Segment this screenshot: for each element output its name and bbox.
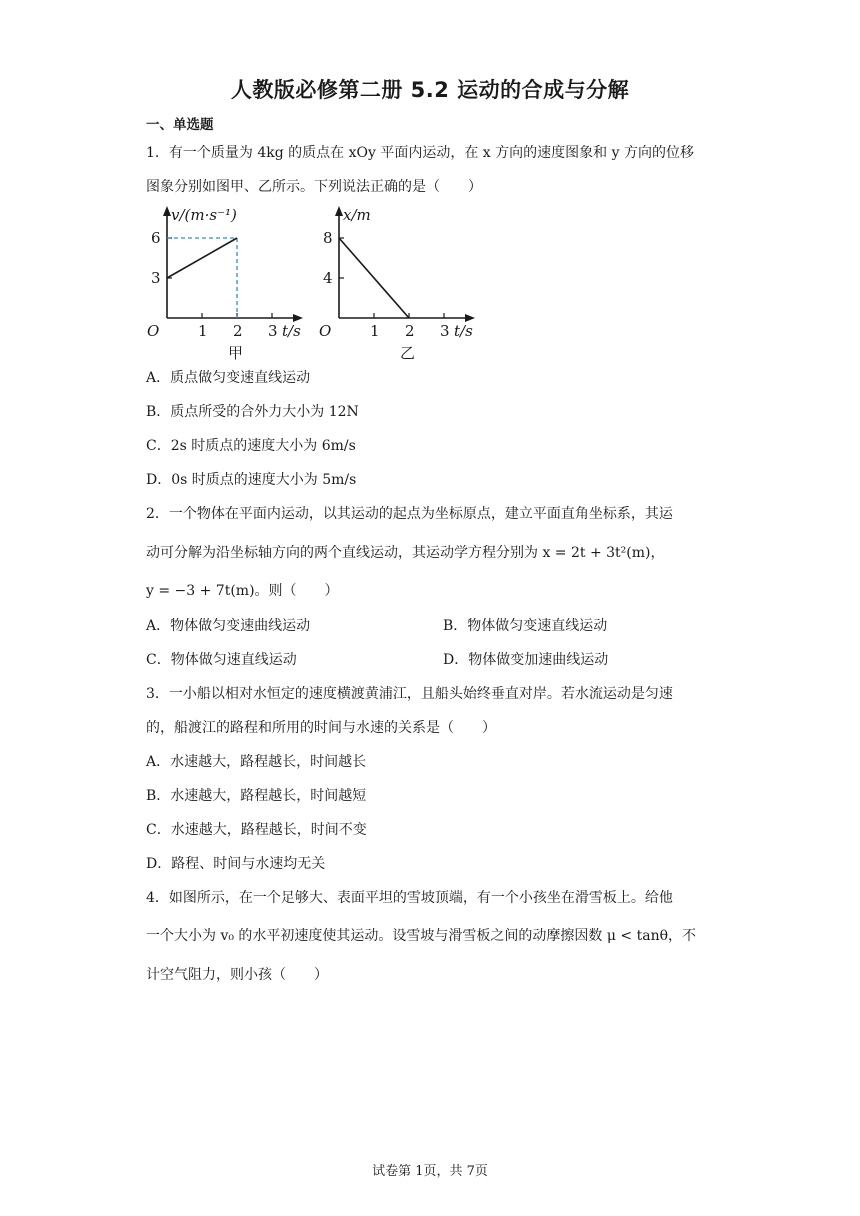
figure-jia-chart <box>140 200 310 360</box>
q4-stem-line1: 4．如图所示，在一个足够大、表面平坦的雪坡顶端，有一个小孩坐在滑雪板上。给他 <box>146 890 673 906</box>
page-title: 人教版必修第二册 5.2 运动的合成与分解 <box>230 78 630 102</box>
figure-yi-y-tick-label-8: 8 <box>323 229 333 247</box>
figure-jia-origin-label: O <box>147 322 160 340</box>
q3-stem-line2: 的，船渡江的路程和所用的时间与水速的关系是（ ） <box>146 720 496 736</box>
figure-jia-y-axis-arrow <box>163 206 171 216</box>
q1-option-a: A．质点做匀变速直线运动 <box>146 370 311 386</box>
figure-jia-x-tick-label-1: 1 <box>198 322 208 340</box>
q3-option-d: D．路程、时间与水速均无关 <box>146 856 326 872</box>
q4-stem-line3: 计空气阻力，则小孩（ ） <box>146 967 328 983</box>
q2-option-a: A．物体做匀变速曲线运动 <box>146 618 311 634</box>
q1-option-b: B．质点所受的合外力大小为 12N <box>146 404 359 420</box>
figure-yi-origin-label: O <box>319 322 332 340</box>
q2-option-b: B．物体做匀变速直线运动 <box>443 618 608 634</box>
q3-option-a: A．水速越大，路程越长，时间越长 <box>146 754 367 770</box>
figure-yi-x-axis-label: t/s <box>454 322 473 340</box>
page-footer: 试卷第 1页，共 7页 <box>372 1164 488 1179</box>
q2-option-d: D．物体做变加速曲线运动 <box>443 652 609 668</box>
q4-stem-line2: 一个大小为 v₀ 的水平初速度使其运动。设雪坡与滑雪板之间的动摩擦因数 μ < tanθ，不 <box>146 928 697 944</box>
figure-jia-caption: 甲 <box>228 344 244 360</box>
section-heading: 一、单选题 <box>146 117 214 133</box>
q2-stem-line3: y = −3 + 7t(m)。则（ ） <box>146 583 339 599</box>
figure-jia-x-tick-label-3: 3 <box>268 322 278 340</box>
figure-yi-chart <box>312 200 487 360</box>
figure-jia-y-tick-label-3: 3 <box>151 269 161 287</box>
q2-stem-line1: 2．一个物体在平面内运动，以其运动的起点为坐标原点，建立平面直角坐标系，其运 <box>146 506 673 522</box>
q1-option-c: C．2s 时质点的速度大小为 6m/s <box>146 438 356 454</box>
figure-yi-y-axis-label: x/m <box>343 206 371 224</box>
figure-jia-x-tick-label-2: 2 <box>233 322 243 340</box>
figure-yi-series-line <box>339 238 409 318</box>
figure-yi-x-tick-label-3: 3 <box>440 322 450 340</box>
figure-jia-x-axis-arrow <box>293 314 303 322</box>
figure-yi-x-axis-arrow <box>465 314 475 322</box>
q3-stem-line1: 3．一小船以相对水恒定的速度横渡黄浦江，且船头始终垂直对岸。若水流运动是匀速 <box>146 686 673 702</box>
figure-yi-y-axis-arrow <box>335 206 343 216</box>
q1-option-d: D．0s 时质点的速度大小为 5m/s <box>146 472 357 488</box>
figure-yi-y-tick-label-4: 4 <box>323 269 333 287</box>
q2-option-c: C．物体做匀速直线运动 <box>146 652 297 668</box>
q1-stem-line2: 图象分别如图甲、乙所示。下列说法正确的是（ ） <box>146 179 482 195</box>
figure-yi-x-tick-label-2: 2 <box>405 322 415 340</box>
figure-jia-x-axis-label: t/s <box>282 322 301 340</box>
figure-jia-y-tick-label-6: 6 <box>151 229 161 247</box>
q3-option-b: B．水速越大，路程越长，时间越短 <box>146 788 367 804</box>
q1-stem-line1: 1．有一个质量为 4kg 的质点在 xOy 平面内运动，在 x 方向的速度图象和 y 方向的位移 <box>146 145 694 161</box>
figure-jia-y-axis-label: v/(m·s⁻¹) <box>171 206 237 224</box>
figure-yi-caption: 乙 <box>400 344 416 360</box>
figure-jia-series-line <box>167 238 237 278</box>
q3-option-c: C．水速越大，路程越长，时间不变 <box>146 822 367 838</box>
figure-yi-x-tick-label-1: 1 <box>370 322 380 340</box>
q2-stem-line2: 动可分解为沿坐标轴方向的两个直线运动，其运动学方程分别为 x = 2t + 3t²(m)， <box>146 545 665 561</box>
